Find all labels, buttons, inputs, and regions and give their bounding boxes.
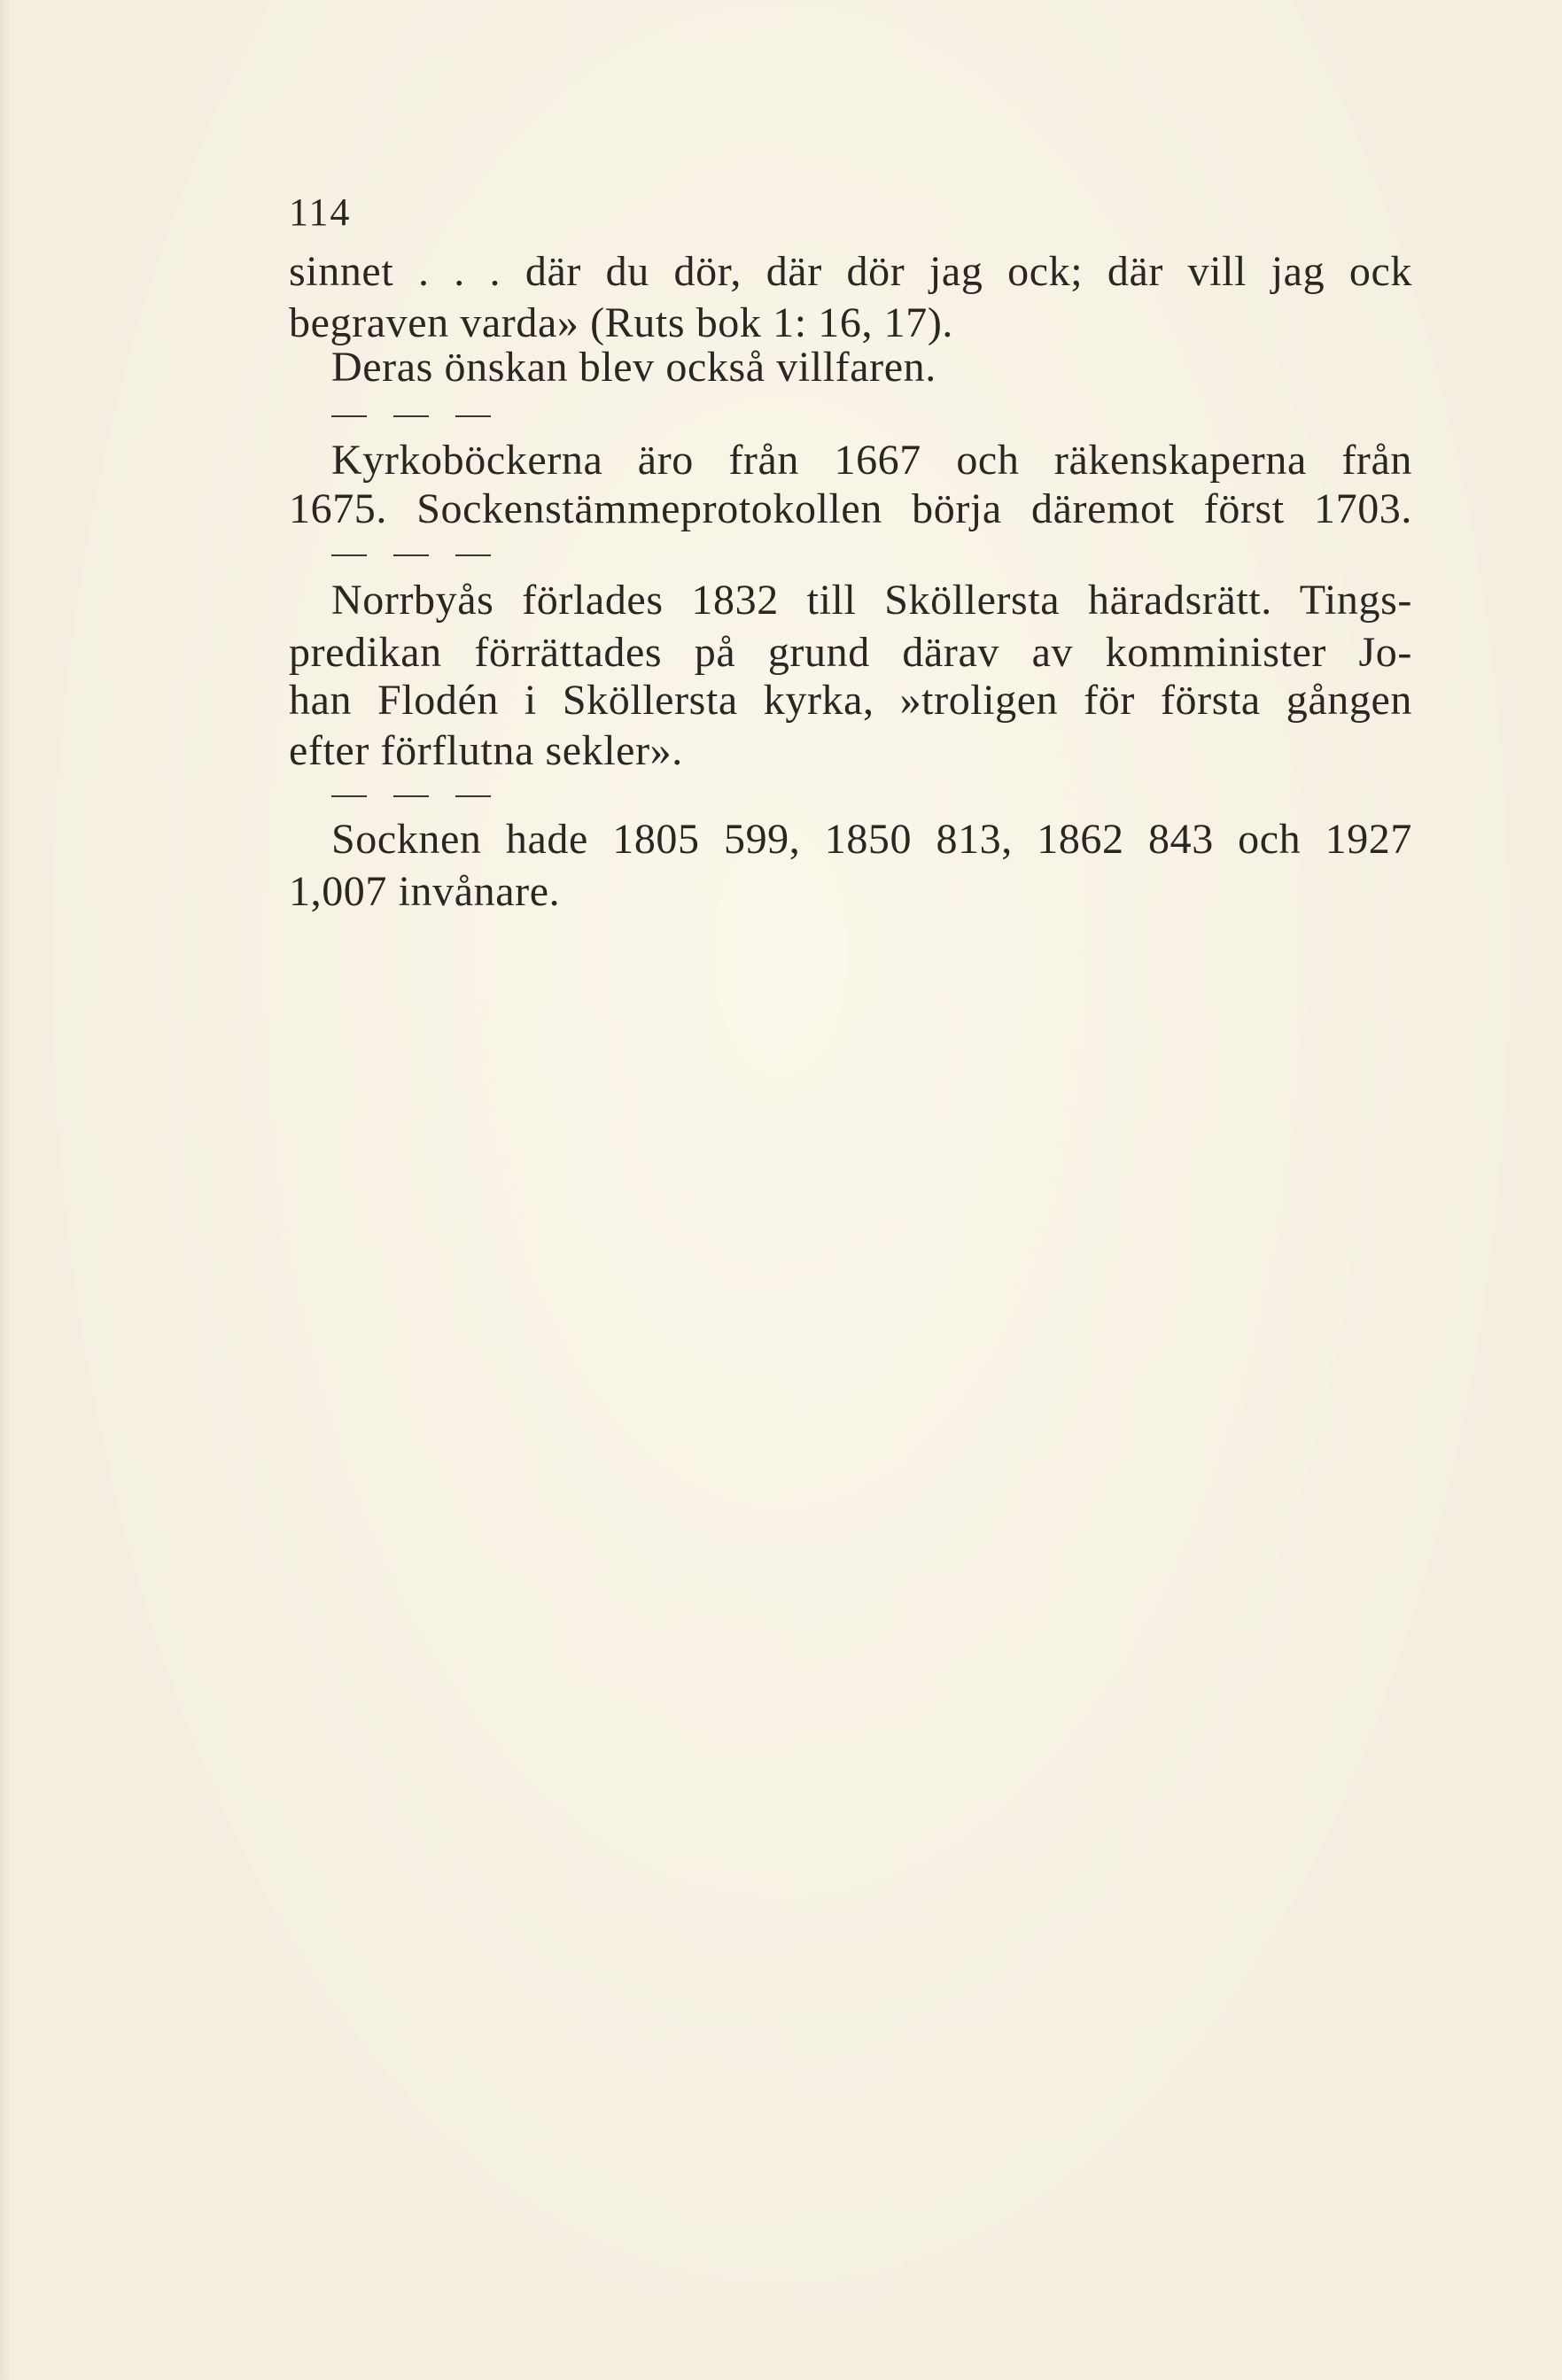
text-line: predikan förrättades på grund därav av komminister Jo- [289,629,1412,676]
text-line: Kyrkoböckerna äro från 1667 och räkenskaperna från [331,437,1412,484]
section-separator [331,415,491,417]
text-line: 1,007 invånare. [289,868,561,915]
section-separator [331,554,491,556]
text-line: 1675. Sockenstämmeprotokollen börja däremot först 1703. [289,485,1412,532]
page-number: 114 [289,190,352,234]
text-line: Socknen hade 1805 599, 1850 813, 1862 843 och 1927 [331,816,1412,863]
text-line: efter förflutna sekler». [289,727,683,774]
text-line: begraven varda» (Ruts bok 1: 16, 17). [289,299,954,346]
text-line: Deras önskan blev också villfaren. [331,344,936,391]
text-line: Norrbyås förlades 1832 till Sköllersta häradsrätt. Tings- [331,577,1412,624]
section-separator [331,795,491,797]
text-line: han Flodén i Sköllersta kyrka, »troligen för första gången [289,677,1412,724]
text-line: sinnet . . . där du dör, där dör jag ock; där vill jag ock [289,248,1412,295]
